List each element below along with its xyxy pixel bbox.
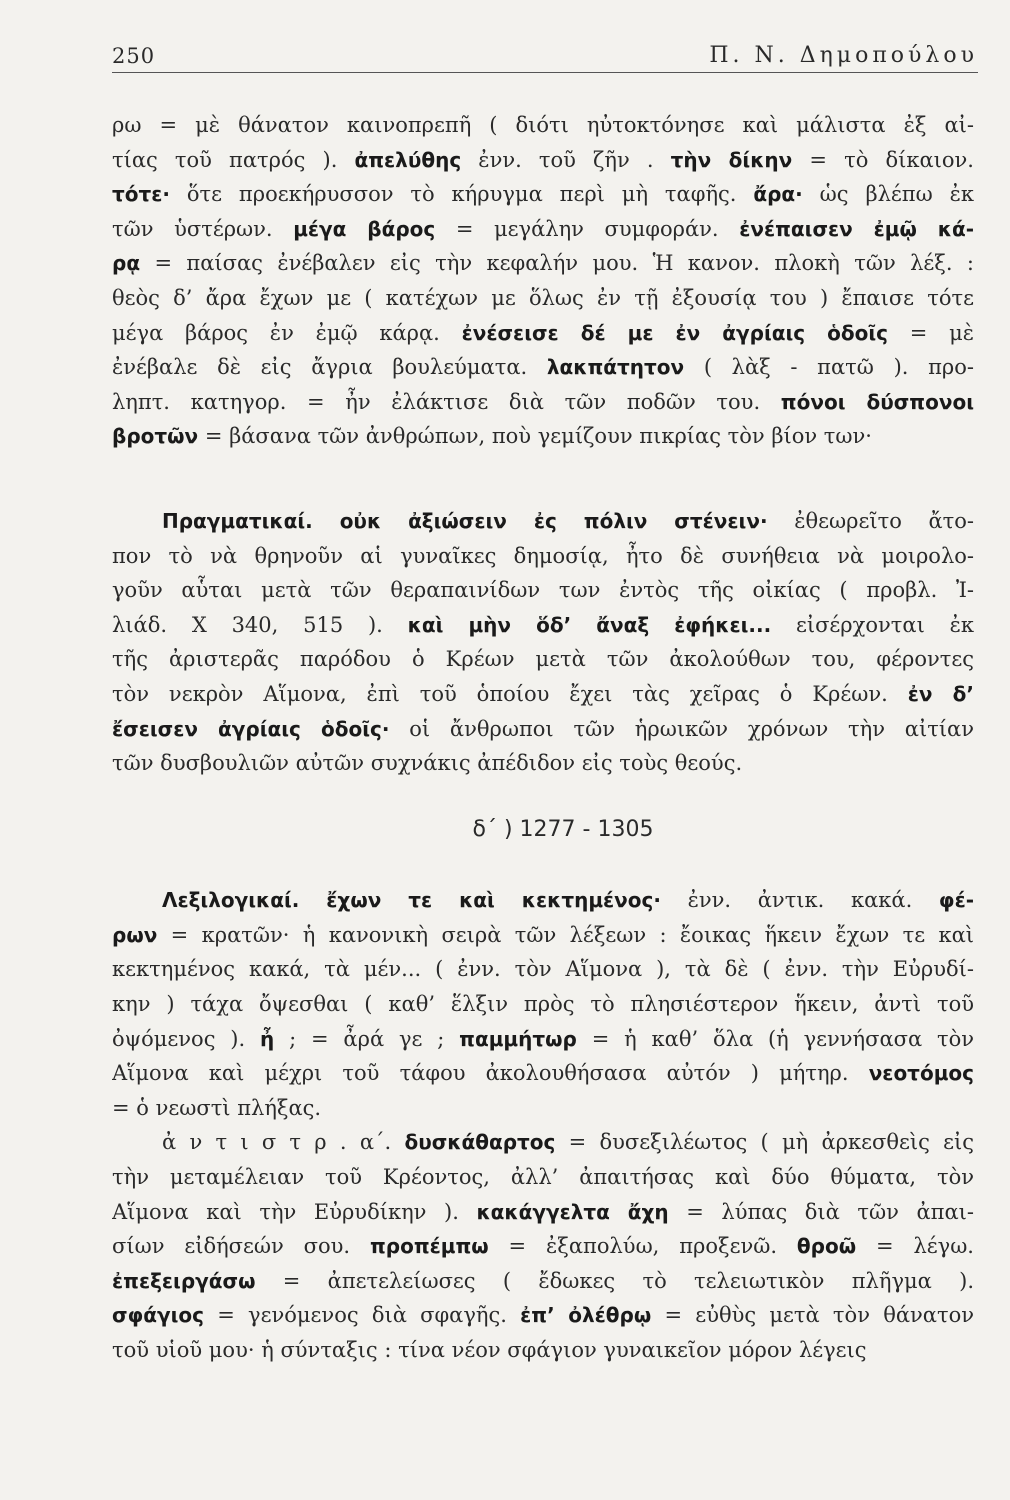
page-body	[112, 108, 974, 1368]
text-line	[112, 1022, 974, 1057]
text-run: = παίσας ἐνέβαλεν εἰς τὴν κεφαλήν μου. Ἡ κανον. πλοκὴ τῶν λέξ. :	[140, 251, 974, 276]
lemma: ἐν δ’	[907, 681, 974, 706]
text-line	[112, 1091, 974, 1126]
commentary-block-realia	[112, 504, 974, 781]
text-run: τίας τοῦ πατρός ).	[112, 147, 355, 172]
text-run: ( λὰξ - πατῶ ). προ-	[684, 355, 974, 380]
lemma: σφάγιος	[112, 1303, 204, 1328]
text-run: = εὐθὺς μετὰ τὸν θάνατον	[651, 1303, 974, 1328]
lemma: Λεξιλογικαί. ἔχων τε καὶ κεκτημένος·	[162, 888, 661, 913]
lemma: φέ-	[938, 888, 974, 913]
text-run: τὴν μεταμέλειαν τοῦ Κρέοντος, ἀλλ’ ἀπαιτήσας καὶ δύο θύματα, τὸν	[112, 1165, 974, 1190]
text-line	[112, 1160, 974, 1195]
running-title: Π. Ν. Δημοπούλου	[709, 43, 978, 68]
text-line	[112, 918, 974, 953]
text-line	[112, 987, 974, 1022]
lemma: δυσκάθαρτος	[404, 1130, 556, 1155]
text-line	[112, 1056, 974, 1091]
text-run: λιάδ. Χ 340, 515 ).	[112, 612, 408, 637]
text-line	[112, 350, 974, 385]
lemma: παμμήτωρ	[459, 1026, 577, 1051]
text-run: Αἵμονα καὶ τὴν Εὐρυδίκην ).	[112, 1199, 477, 1224]
text-line	[112, 746, 974, 781]
text-run: τὸν νεκρὸν Αἵμονα, ἐπὶ τοῦ ὁποίου ἔχει τὰς χεῖρας ὁ Κρέων.	[112, 681, 908, 706]
text-run: μέγα βάρος ἐν ἐμῷ κάρᾳ.	[112, 320, 462, 345]
text-run: ληπτ. κατηγορ. = ἦν ἐλάκτισε διὰ τῶν ποδῶν του.	[112, 389, 781, 414]
commentary-block-1	[112, 108, 974, 454]
text-line	[112, 952, 974, 987]
text-line	[112, 316, 974, 351]
lemma: ρᾳ	[112, 251, 141, 276]
text-line	[112, 1195, 974, 1230]
text-run: = μὲ θάνατον καινοπρεπῆ ( διότι ηὐτοκτόνησε καὶ μάλιστα ἐξ αἰ-	[141, 113, 974, 137]
text-line	[112, 712, 974, 747]
text-run: = βάσανα τῶν ἀνθρώπων, ποὺ γεμίζουν πικρίας τὸν βίον των·	[198, 424, 872, 449]
text-run: ρω	[112, 113, 142, 137]
lemma: τὴν δίκην	[670, 147, 793, 172]
text-line	[112, 108, 974, 143]
text-run: = μὲ	[888, 320, 974, 345]
text-line	[112, 1298, 974, 1333]
text-run: = ἡ καθ’ ὅλα (ἡ γεννήσασα τὸν	[576, 1026, 974, 1051]
lemma: ἦ	[260, 1026, 275, 1051]
text-line	[112, 504, 974, 539]
text-line	[112, 608, 974, 643]
text-run: ἀ ν τ ι σ τ ρ . α΄.	[162, 1130, 405, 1155]
lemma: ἔσεισεν ἀγρίαις ὁδοῖς·	[112, 716, 390, 741]
text-run: τῆς ἀριστερᾶς παρόδου ὁ Κρέων μετὰ τῶν ἀκολούθων του, φέροντες	[112, 647, 974, 672]
lemma: ἐνέσεισε δέ με ἐν ἀγρίαις ὁδοῖς	[461, 320, 889, 345]
text-run: = λέγω.	[856, 1234, 974, 1259]
text-line	[112, 177, 974, 212]
text-run: πον τὸ νὰ θρηνοῦν αἱ γυναῖκες δημοσίᾳ, ἦτο δὲ συνήθεια νὰ μοιρολο-	[112, 543, 974, 568]
lemma: Πραγματικαί. οὐκ ἀξιώσειν ἐς πόλιν στένειν·	[162, 508, 768, 533]
text-run: = κρατῶν· ἡ κανονικὴ σειρὰ τῶν λέξεων : ἔοικας ἥκειν ἔχων τε καὶ	[157, 922, 974, 947]
text-run: κην ) τάχα ὄψεσθαι ( καθ’ ἕλξιν πρὸς τὸ πλησιέστερον ἥκειν, ἀντὶ τοῦ	[112, 992, 974, 1017]
text-line	[112, 642, 974, 677]
lemma: νεοτόμος	[868, 1061, 974, 1086]
text-run: ; = ἆρά γε ;	[274, 1026, 460, 1051]
text-run: σίων εἰδήσεών σου.	[112, 1234, 370, 1259]
lemma: ἐπεξειργάσω	[112, 1268, 256, 1293]
text-run: = ἐξαπολύω, προξενῶ.	[488, 1234, 797, 1259]
page-header	[112, 38, 978, 73]
text-run: = μεγάλην συμφοράν.	[435, 216, 740, 241]
text-line	[112, 1125, 974, 1160]
lemma: κακάγγελτα ἄχη	[476, 1199, 669, 1224]
text-run: = γενόμενος διὰ σφαγῆς.	[203, 1303, 521, 1328]
text-run: τῶν δυσβουλιῶν αὐτῶν συχνάκις ἀπέδιδον εἰς τοὺς θεούς.	[112, 751, 743, 776]
text-run: οἱ ἄνθρωποι τῶν ἡρωικῶν χρόνων τὴν αἰτίαν	[389, 716, 974, 741]
lemma: ἄρα·	[753, 182, 803, 207]
text-line	[112, 1264, 974, 1299]
text-line	[112, 539, 974, 574]
text-line	[112, 419, 974, 454]
text-line	[112, 573, 974, 608]
text-run: = δυσεξιλέωτος ( μὴ ἀρκεσθεὶς εἰς	[555, 1130, 974, 1155]
lemma: μέγα βάρος	[293, 216, 436, 241]
commentary-block-lexical	[112, 883, 974, 1367]
section-heading: δ΄ ) 1277 - 1305	[472, 816, 654, 842]
text-run: ὀψόμενος ).	[112, 1026, 260, 1051]
text-line	[112, 143, 974, 178]
text-run: = λύπας διὰ τῶν ἀπαι-	[668, 1199, 974, 1224]
text-line	[112, 246, 974, 281]
lemma: ἐνέπαισεν ἐμῷ κά-	[739, 216, 974, 241]
text-run: = ὁ νεωστὶ πλήξας.	[112, 1095, 322, 1120]
text-run: ὅτε προεκήρυσσον τὸ κήρυγμα περὶ μὴ ταφῆς.	[170, 182, 754, 207]
text-run: ὡς βλέπω ἐκ	[802, 182, 974, 207]
lemma: πόνοι δύσπονοι	[780, 389, 974, 414]
text-run: θεὸς δ’ ἄρα ἔχων με ( κατέχων με ὅλως ἐν τῇ ἐξουσίᾳ του ) ἔπαισε τότε	[112, 285, 974, 310]
text-run: κεκτημένος κακά, τὰ μέν... ( ἐνν. τὸν Αἵμονα ), τὰ δὲ ( ἐνν. τὴν Εὐρυδί-	[112, 957, 974, 982]
text-run: τῶν ὑστέρων.	[112, 216, 294, 241]
text-line	[112, 1229, 974, 1264]
text-run: τοῦ υἱοῦ μου· ἡ σύνταξις : τίνα νέον σφάγιον γυναικεῖον μόρον λέγεις	[112, 1338, 867, 1362]
text-run: Αἵμονα καὶ μέχρι τοῦ τάφου ἀκολουθήσασα αὐτόν ) μήτηρ.	[112, 1061, 869, 1086]
lemma: ἐπ’ ὀλέθρῳ	[520, 1303, 652, 1328]
text-line	[112, 212, 974, 247]
lemma: βροτῶν	[112, 424, 199, 449]
lemma: ρων	[112, 922, 158, 947]
text-run: ἐνν. τοῦ ζῆν .	[461, 147, 671, 172]
text-run: ἐνέβαλε δὲ εἰς ἄγρια βουλεύματα.	[112, 355, 547, 380]
text-line	[112, 883, 974, 918]
lemma: ἀπελύθης	[354, 147, 462, 172]
text-run: = τὸ δίκαιον.	[792, 147, 974, 172]
lemma: προπέμπω	[369, 1234, 489, 1259]
text-line	[112, 281, 974, 316]
text-line	[112, 385, 974, 420]
text-run: ἐθεωρεῖτο ἄτο-	[767, 508, 974, 533]
text-line	[112, 677, 974, 712]
text-run: ἐνν. ἀντικ. κακά.	[660, 888, 939, 913]
text-run: εἰσέρχονται ἐκ	[771, 612, 974, 637]
lemma: θροῶ	[796, 1234, 857, 1259]
text-line	[112, 1333, 974, 1368]
text-run: = ἀπετελείωσες ( ἔδωκες τὸ τελειωτικὸν πλῆγμα ).	[255, 1268, 974, 1293]
lemma: τότε·	[112, 182, 170, 207]
lemma: καὶ μὴν ὅδ’ ἄναξ ἐφήκει...	[407, 612, 772, 637]
lemma: λακπάτητον	[546, 355, 685, 380]
page-number: 250	[112, 44, 156, 68]
text-run: γοῦν αὗται μετὰ τῶν θεραπαινίδων των ἐντὸς τῆς οἰκίας ( προβλ. Ἰ-	[112, 578, 974, 603]
